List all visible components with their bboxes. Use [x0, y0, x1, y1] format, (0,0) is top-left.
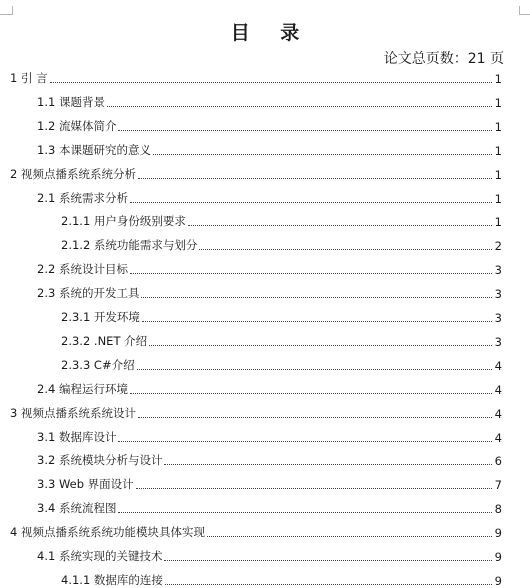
toc-entry-page-number: 1: [494, 143, 502, 158]
toc-entry-page-number: 6: [494, 454, 502, 469]
toc-entry-label: 4.1 系统实现的关键技术: [37, 549, 163, 563]
toc-entry-page-number: 7: [494, 478, 502, 493]
toc-entry-label: 2.3.1 开发环境: [61, 310, 140, 324]
toc-dot-leader: [164, 464, 492, 465]
toc-entry-page-number: 4: [494, 406, 502, 421]
toc-dot-leader: [149, 345, 492, 346]
toc-entry-label: 2 视频点播系统系统分析: [10, 166, 136, 181]
toc-entry[interactable]: [37, 92, 502, 110]
toc-dot-leader: [153, 154, 492, 155]
toc-entry[interactable]: [37, 259, 502, 277]
page-corner-mark-left: [0, 6, 13, 15]
toc-entry-label: 2.3.3 C#介绍: [61, 357, 135, 372]
toc-entry-page-number: 1: [494, 167, 502, 182]
toc-entry[interactable]: [37, 546, 502, 564]
toc-entry-page-number: 1: [494, 72, 502, 86]
toc-entry-label: 1.3 本课题研究的意义: [37, 142, 151, 157]
toc-entry-label: 3.4 系统流程图: [37, 501, 117, 516]
toc-dot-leader: [188, 225, 492, 226]
toc-entry-page-number: 9: [494, 526, 502, 541]
toc-dot-leader: [137, 369, 492, 370]
toc-dot-leader: [199, 249, 492, 250]
page-corner-mark-right: [519, 6, 530, 15]
toc-entry[interactable]: [37, 427, 502, 445]
toc-entry-label: 2.2 系统设计目标: [37, 262, 128, 277]
toc-dot-leader: [130, 393, 492, 394]
toc-dot-leader: [165, 584, 492, 585]
toc-entry-label: 1.2 流媒体简介: [37, 118, 117, 133]
toc-entry[interactable]: [37, 283, 502, 301]
toc-entry-page-number: 4: [494, 382, 502, 397]
toc-entry-page-number: 4: [494, 430, 502, 445]
toc-entry-page-number: 9: [494, 573, 502, 588]
toc-entry-label: 3 视频点播系统系统设计: [10, 405, 136, 420]
toc-entry-page-number: 3: [494, 334, 502, 349]
toc-entry[interactable]: [61, 331, 502, 349]
toc-entry-label: 4 视频点播系统系统功能模块具体实现: [10, 525, 205, 540]
toc-entry-label: 2.1 系统需求分析: [37, 190, 128, 205]
toc-entry[interactable]: [10, 522, 502, 540]
toc-entry-page-number: 3: [494, 311, 502, 325]
toc-entry-page-number: 1: [494, 95, 502, 110]
toc-entry-label: 2.4 编程运行环境: [37, 381, 128, 396]
toc-dot-leader: [118, 512, 492, 513]
toc-entry[interactable]: [10, 68, 502, 86]
toc-entry[interactable]: [37, 140, 502, 158]
toc-entry-label: 2.3 系统的开发工具: [37, 286, 140, 301]
toc-dot-leader: [142, 321, 492, 322]
toc-dot-leader: [107, 106, 492, 107]
toc-entry-page-number: 3: [494, 287, 502, 302]
toc-entry-label: 3.2 系统模块分析与设计: [37, 453, 163, 468]
toc-entry[interactable]: [37, 379, 502, 397]
toc-entry[interactable]: [37, 498, 502, 516]
toc-entry[interactable]: [37, 450, 502, 468]
toc-dot-leader: [130, 273, 492, 274]
toc-entry[interactable]: [61, 211, 502, 229]
toc-dot-leader: [118, 130, 492, 131]
toc-entry[interactable]: [10, 403, 502, 421]
toc-entry-label: 4.1.1 数据库的连接: [61, 572, 163, 587]
toc-entry-page-number: 2: [494, 239, 502, 254]
toc-entry-label: 2.3.2 .NET 介绍: [61, 333, 148, 348]
toc-entry-label: 2.1.2 系统功能需求与划分: [61, 238, 198, 253]
toc-entry-page-number: 1: [494, 119, 502, 134]
page-title: 目 录: [230, 22, 312, 44]
toc-entry[interactable]: [37, 188, 502, 206]
toc-entry-page-number: 9: [494, 550, 502, 564]
toc-entry[interactable]: [37, 474, 502, 492]
toc-entry[interactable]: [61, 570, 502, 588]
toc-entry[interactable]: [61, 355, 502, 373]
toc-entry-page-number: 4: [494, 358, 502, 373]
toc-entry-label: 1 引 言: [10, 71, 48, 85]
toc-entry-page-number: 1: [494, 191, 502, 206]
toc-dot-leader: [138, 178, 492, 179]
toc-entry-label: 1.1 课题背景: [37, 94, 105, 109]
toc-entry-label: 3.3 Web 界面设计: [37, 477, 134, 492]
toc-entry-page-number: 1: [494, 215, 502, 230]
toc-entry-label: 3.1 数据库设计: [37, 429, 117, 444]
toc-dot-leader: [50, 82, 492, 83]
toc-entry-label: 2.1.1 用户身份级别要求: [61, 214, 186, 229]
toc-dot-leader: [138, 417, 492, 418]
toc-entry-page-number: 8: [494, 502, 502, 517]
toc-entry[interactable]: [61, 307, 502, 325]
toc-dot-leader: [141, 297, 492, 298]
toc-entry-page-number: 3: [494, 263, 502, 278]
toc-dot-leader: [130, 202, 492, 203]
toc-entry[interactable]: [10, 164, 502, 182]
toc-dot-leader: [118, 441, 492, 442]
toc-dot-leader: [136, 488, 492, 489]
toc-entry[interactable]: [61, 235, 502, 253]
toc-dot-leader: [164, 560, 492, 561]
toc-dot-leader: [207, 536, 492, 537]
toc-entry[interactable]: [37, 116, 502, 134]
total-page-count: 论文总页数：21 页: [383, 51, 504, 67]
